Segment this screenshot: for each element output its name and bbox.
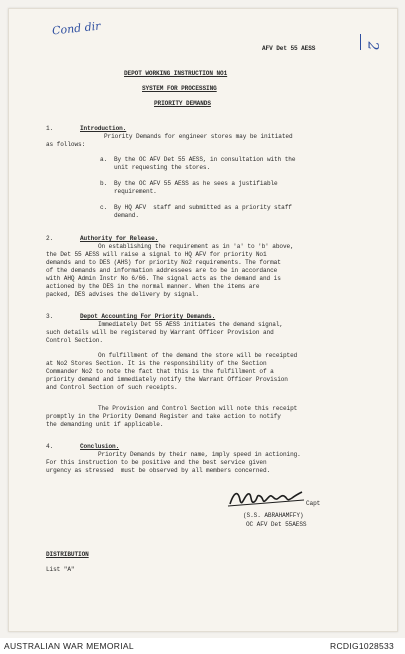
section-1-number: 1.	[46, 125, 54, 132]
section-3-line: at No2 Stores Section. It is the responsibility of the Section	[46, 360, 267, 367]
list-item-text: unit requesting the stores.	[114, 164, 211, 171]
section-2-line: the Det 55 AESS will raise a signal to HQ AFV for priority No1	[46, 251, 267, 258]
section-4-heading: Conclusion.	[80, 443, 120, 450]
section-4-line: urgency as stressed must be observed by all members concerned.	[46, 467, 271, 474]
section-3-line: promptly in the Priority Demand Register and take action to notify	[46, 413, 281, 420]
section-3-line: On fulfillment of the demand the store will be receipted	[98, 352, 298, 359]
signature-name: (S.S. ABRAHAMFFY)	[243, 512, 304, 519]
signature-appointment: OC AFV Det 55AESS	[246, 521, 307, 528]
section-1-heading: Introduction.	[80, 125, 127, 132]
section-4-line: For this instruction to be positive and the best service given	[46, 459, 267, 466]
list-item-label: a.	[100, 156, 108, 163]
handwritten-note: Cond dir	[51, 19, 102, 38]
list-item-text: By HQ AFV staff and submitted as a priority staff	[114, 204, 292, 211]
list-item-text: demand.	[114, 212, 139, 219]
section-2-line: of the demands and information addressees are to be in accordance	[46, 267, 278, 274]
section-2-line: demands and to DES (AHS) for priority No2 requirements. The format	[46, 259, 281, 266]
section-3-heading: Depot Accounting For Priority Demands.	[80, 313, 216, 320]
section-2-line: actioned by the DES in the normal manner. When the items are	[46, 283, 260, 290]
section-3-line: and Control Section of such receipts.	[46, 384, 178, 391]
section-4-line: Priority Demands by their name, imply speed in actioning.	[98, 451, 301, 458]
distribution-list: List "A"	[46, 566, 75, 573]
section-3-line: Immediately Det 55 AESS initiates the demand signal,	[98, 321, 283, 328]
distribution-heading: DISTRIBUTION	[46, 551, 89, 558]
page-number-underline	[360, 34, 362, 50]
list-item-label: c.	[100, 204, 108, 211]
section-3-line: Control Section.	[46, 337, 103, 344]
section-2-line: with AHQ Admin Instr No 6/66. The signal acts as the demand and is	[46, 275, 281, 282]
unit-header: AFV Det 55 AESS	[262, 45, 316, 52]
section-3-line: The Provision and Control Section will note this receipt	[98, 405, 298, 412]
list-item-text: By the OC AFV Det 55 AESS, in consultation with the	[114, 156, 296, 163]
section-3-line: such details will be registered by Warrant Officer Provision and	[46, 329, 274, 336]
section-2-line: On establishing the requirement as in 'a' to 'b' above,	[98, 243, 294, 250]
section-1-text: Priority Demands for engineer stores may be initiated	[104, 133, 293, 140]
section-2-heading: Authority for Release.	[80, 235, 159, 242]
page-number: 2	[364, 41, 381, 51]
list-item-label: b.	[100, 180, 108, 187]
section-3-line: priority demand and immediately notify the Warrant Officer Provision	[46, 376, 288, 383]
archive-credit: AUSTRALIAN WAR MEMORIAL	[4, 641, 134, 651]
section-2-line: packed, DES advises the delivery by signal.	[46, 291, 199, 298]
section-3-line: Commander No2 to note the fact that this is the fulfillment of a	[46, 368, 274, 375]
document-subtitle: SYSTEM FOR PROCESSING	[142, 85, 217, 92]
archive-reference: RCDIG1028533	[330, 641, 395, 651]
list-item-text: requirement.	[114, 188, 157, 195]
signature-rank: Capt	[306, 500, 321, 507]
section-3-line: the demanding unit if applicable.	[46, 421, 164, 428]
section-1-text: as follows:	[46, 141, 86, 148]
handwritten-signature	[226, 488, 306, 510]
section-3-number: 3.	[46, 313, 54, 320]
list-item-text: By the OC AFV 55 AESS as he sees a justifiable	[114, 180, 278, 187]
document-subtitle-2: PRIORITY DEMANDS	[154, 100, 211, 107]
section-2-number: 2.	[46, 235, 54, 242]
section-4-number: 4.	[46, 443, 54, 450]
document-title: DEPOT WORKING INSTRUCTION NO1	[124, 70, 228, 77]
